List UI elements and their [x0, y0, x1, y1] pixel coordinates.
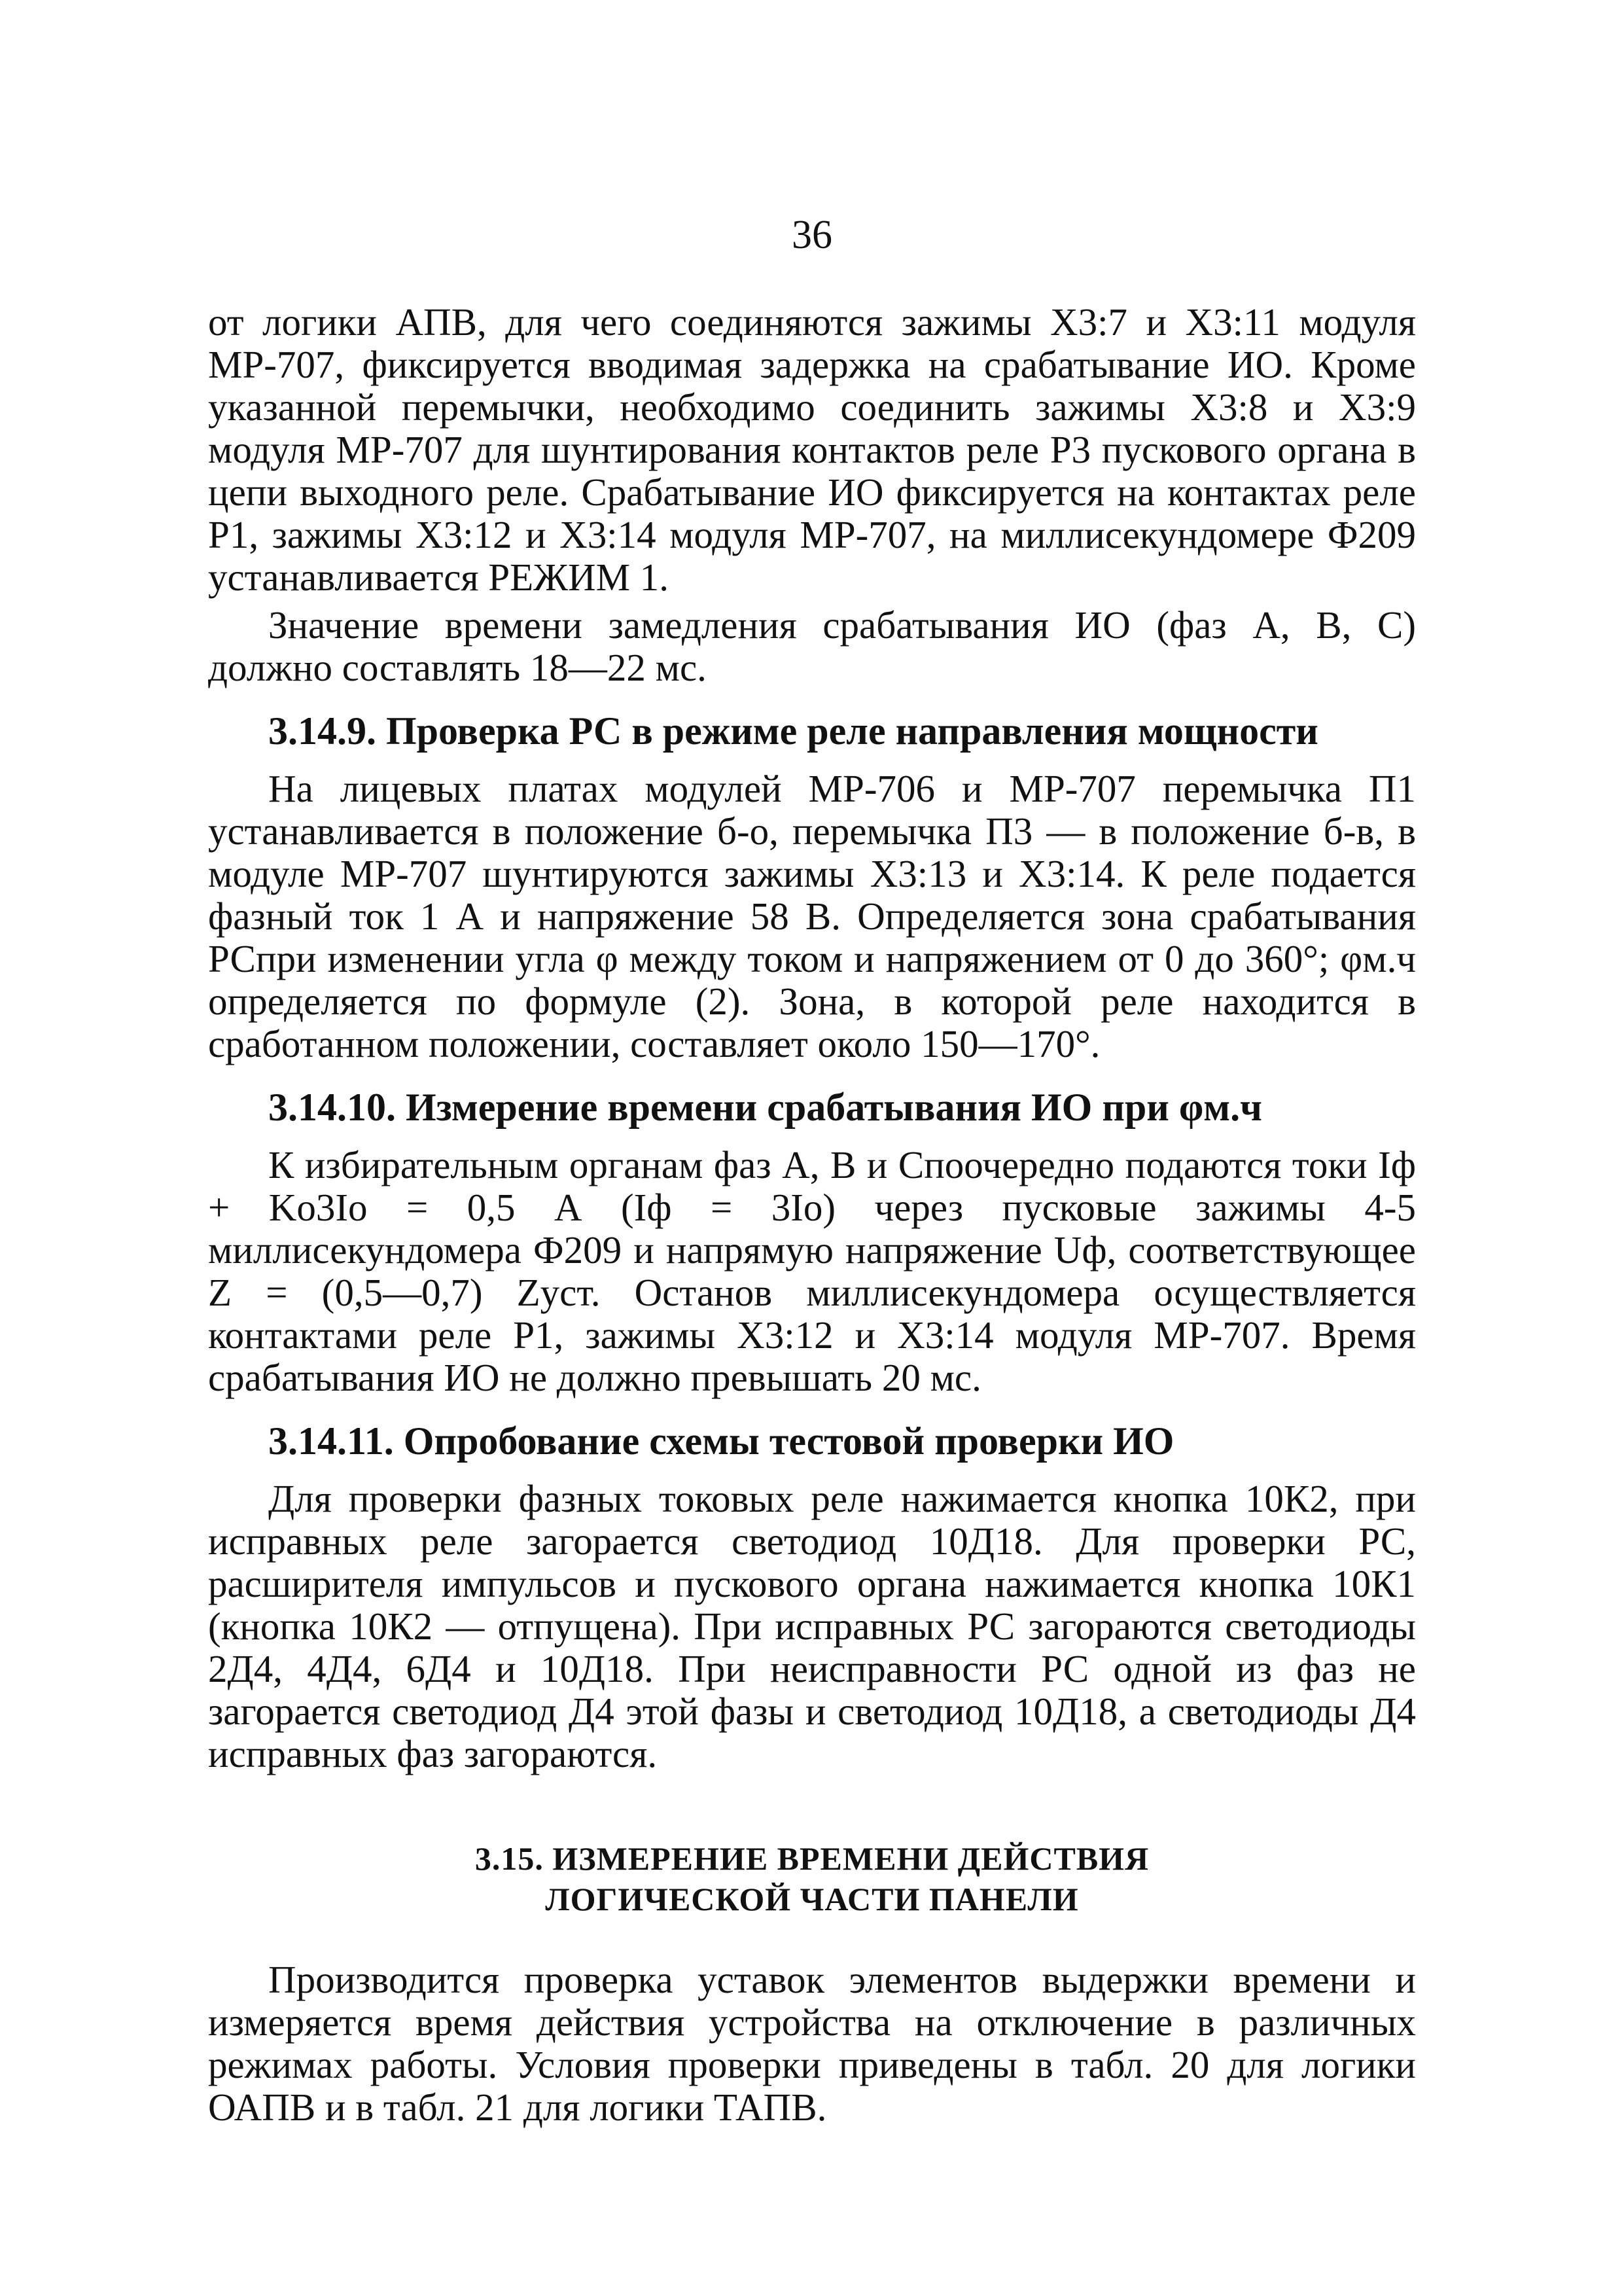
- paragraph-power-direction: На лицевых платах модулей МР-706 и МР-707 перемычка П1 устанавливается в положение б-о, перемычка П3 — в положение б-в, в модуле МР-707 шунтируются зажимы Х3:13 и Х3:14. К реле подается фазный ток 1 А и напряжение 58 В. Определяется зона срабатывания РСпри изменении угла φ между током и напряжением от 0 до 360°; φм.ч определяется по формуле (2). Зона, в которой реле находится в сработанном положении, составляет около 150—170°.: [208, 767, 1416, 1065]
- paragraph-time-measurement: К избирательным органам фаз А, В и Споочередно подаются токи Iф + Kо3Iо = 0,5 А (Iф = 3Iо) через пусковые зажимы 4-5 миллисекундомера Ф209 и напрямую напряжение Uф, соответствующее Z = (0,5—0,7) Zуст. Останов миллисекундомера осуществляется контактами реле Р1, зажимы Х3:12 и Х3:14 модуля МР-707. Время срабатывания ИО не должно превышать 20 мс.: [208, 1143, 1416, 1399]
- section-heading-3-14-9: [208, 709, 1416, 753]
- section-heading-3-14-11: [208, 1419, 1416, 1463]
- section-title-line-2: ЛОГИЧЕСКОЙ ЧАСТИ ПАНЕЛИ: [545, 1881, 1079, 1917]
- paragraph-logic-timing: Производится проверка уставок элементов выдержки времени и измеряется время действия устройства на отключение в различных режимах работы. Условия проверки приведены в табл. 20 для логики ОАПВ и в табл. 21 для логики ТАПВ.: [208, 1958, 1416, 2129]
- section-number: 3.14.9.: [268, 709, 376, 753]
- paragraph-test-circuit: Для проверки фазных токовых реле нажимается кнопка 10К2, при исправных реле загорается светодиод 10Д18. Для проверки РС, расширителя импульсов и пускового органа нажимается кнопка 10К1 (кнопка 10К2 — отпущена). При исправных РС загораются светодиоды 2Д4, 4Д4, 6Д4 и 10Д18. При неисправности РС одной из фаз не загорается светодиод Д4 этой фазы и светодиод 10Д18, а светодиоды Д4 исправных фаз загораются.: [208, 1477, 1416, 1775]
- section-number: 3.14.10.: [268, 1086, 396, 1129]
- page-body: [208, 301, 1416, 2129]
- page-number: 36: [792, 213, 832, 257]
- section-number: 3.14.11.: [268, 1419, 394, 1463]
- section-title: Измерение времени срабатывания ИО при φм.ч: [406, 1086, 1263, 1129]
- section-title-line-1: 3.15. ИЗМЕРЕНИЕ ВРЕМЕНИ ДЕЙСТВИЯ: [474, 1840, 1150, 1877]
- paragraph-continuation: от логики АПВ, для чего соединяются зажимы Х3:7 и Х3:11 модуля МР-707, фиксируется вводимая задержка на срабатывание ИО. Кроме указанной перемычки, необходимо соединить зажимы Х3:8 и Х3:9 модуля МР-707 для шунтирования контактов реле Р3 пускового органа в цепи выходного реле. Срабатывание ИО фиксируется на контактах реле Р1, зажимы Х3:12 и Х3:14 модуля МР-707, на миллисекундомере Ф209 устанавливается РЕЖИМ 1.: [208, 300, 1416, 599]
- section-title: Опробование схемы тестовой проверки ИО: [403, 1419, 1174, 1463]
- section-heading-3-15: [208, 1838, 1416, 1919]
- section-heading-3-14-10: [208, 1085, 1416, 1130]
- paragraph-delay-value: Значение времени замедления срабатывания ИО (фаз А, В, С) должно составлять 18—22 мс.: [208, 603, 1416, 689]
- section-title: Проверка РС в режиме реле направления мощности: [386, 709, 1318, 753]
